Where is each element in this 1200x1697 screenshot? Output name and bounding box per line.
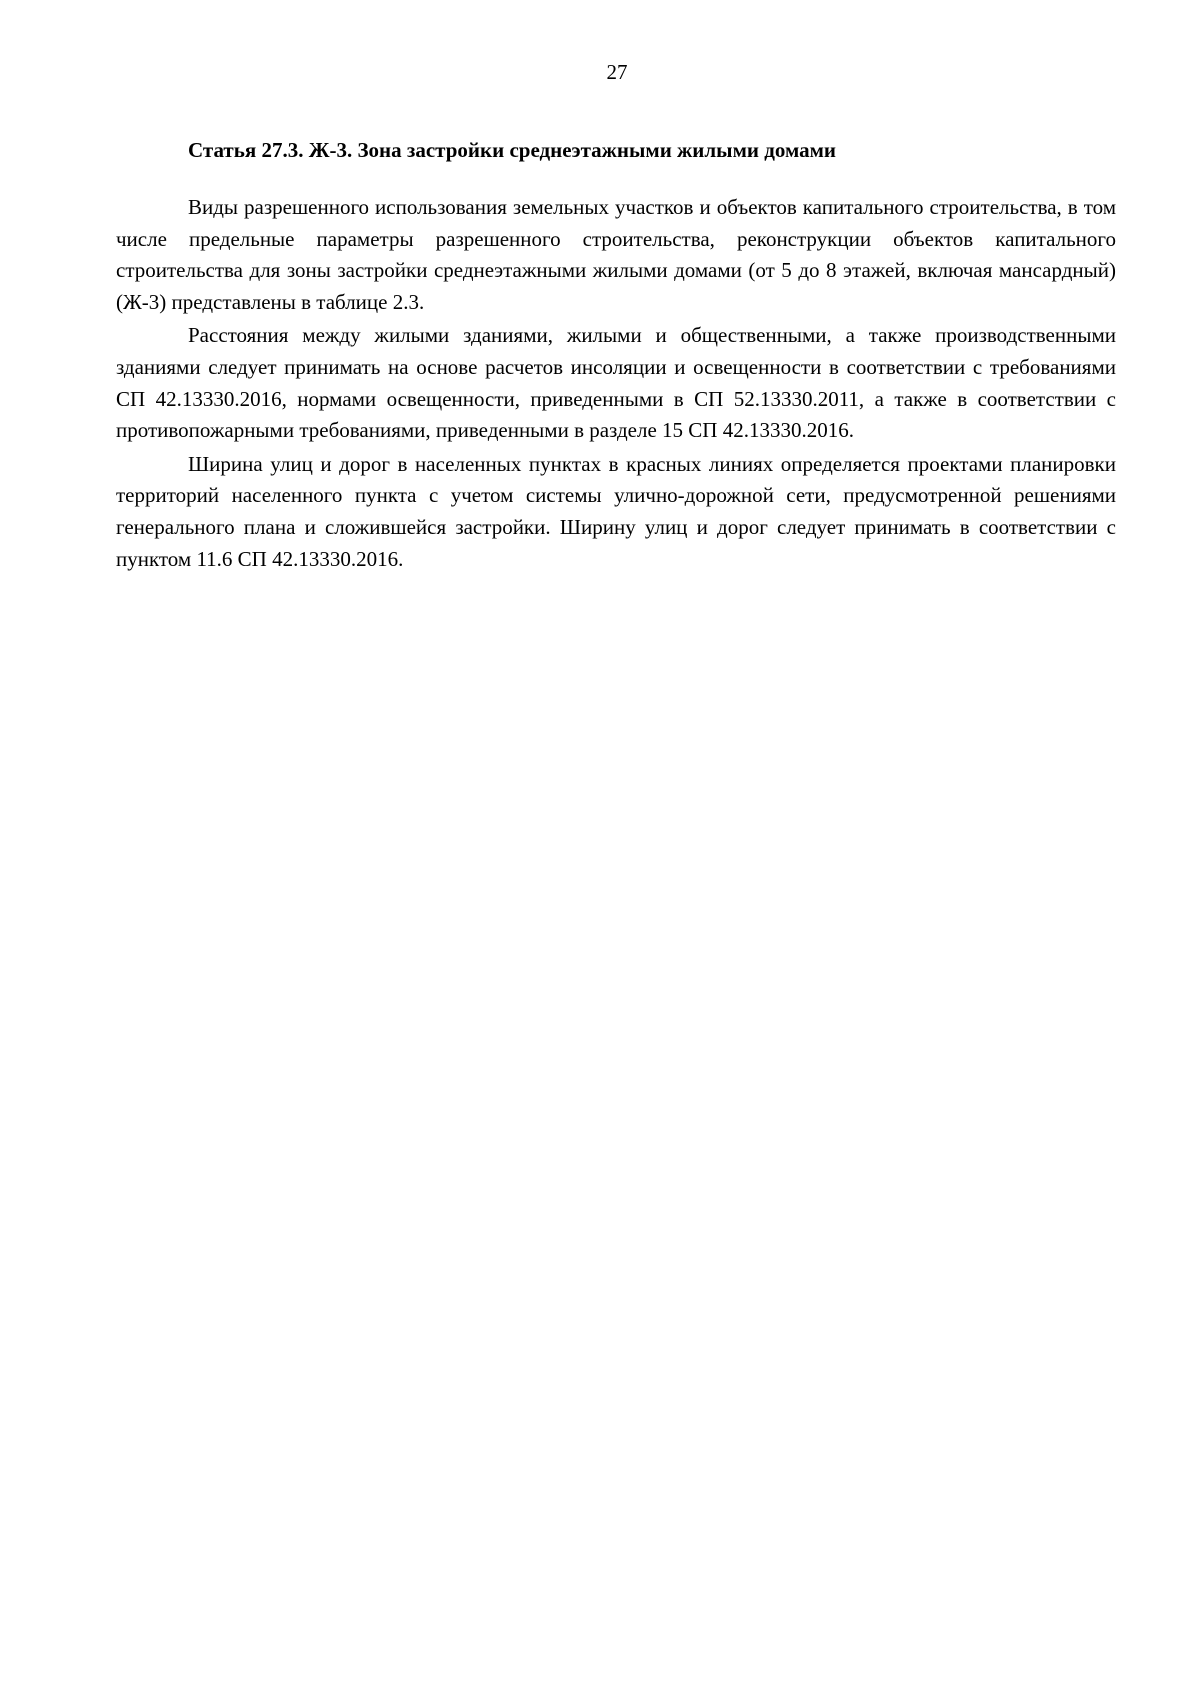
article-text [116,192,1116,575]
paragraph-permitted-use: Виды разрешенного использования земельных участков и объектов капитального строительства, в том числе предельные параметры разрешенного строительства, реконструкции объектов капитального строительства для зоны застройки среднеэтажными жилыми домами (от 5 до 8 этажей, включая мансардный) (Ж-3) представлены в таблице 2.3. [116,195,1116,314]
paragraph-building-distances: Расстояния между жилыми зданиями, жилыми и общественными, а также производственными зданиями следует принимать на основе расчетов инсоляции и освещенности в соответствии с требованиями СП 42.13330.2016, нормами освещенности, приведенными в СП 52.13330.2011, а также в соответствии с противопожарными требованиями, приведенными в разделе 15 СП 42.13330.2016. [116,323,1116,443]
page-number: 27 [606,60,628,84]
article-heading: Статья 27.3. Ж-3. Зона застройки среднеэтажными жилыми домами [188,138,837,162]
document-body [116,135,1116,577]
paragraph-street-width: Ширина улиц и дорог в населенных пунктах в красных линиях определяется проектами планировки территорий населенного пункта с учетом системы улично-дорожной сети, предусмотренной решениями генерального плана и сложившейся застройки. Ширину улиц и дорог следует принимать в соответствии с пунктом 11.6 СП 42.13330.2016. [116,451,1116,571]
